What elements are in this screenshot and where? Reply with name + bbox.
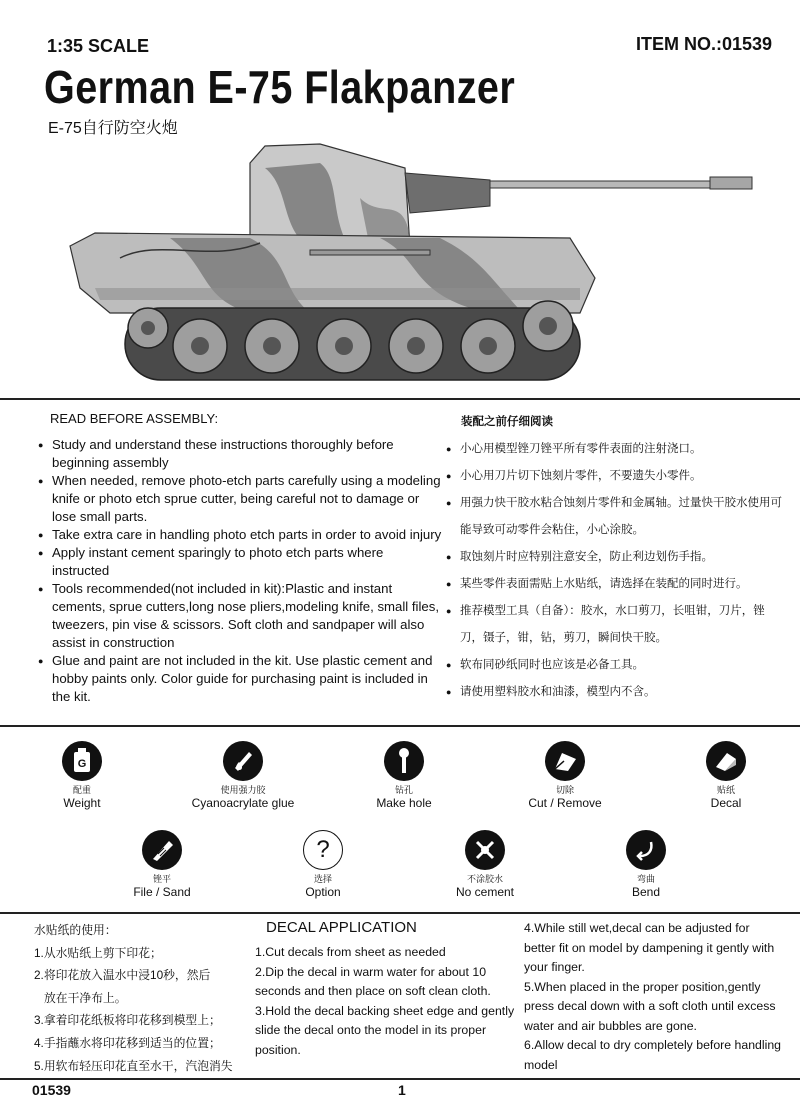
legend-drill: 钻孔 Make hole [349,741,459,810]
read-before-heading-en: READ BEFORE ASSEMBLY: [50,411,219,426]
divider-top [0,398,800,400]
list-item: 6.Allow decal to dry completely before handling model [524,1038,782,1072]
read-before-heading-zh: 装配之前仔细阅读 [461,416,553,428]
list-item: ● Study and understand these instructions thoroughly before beginning assembly [38,436,443,472]
hull [70,233,595,313]
legend-decal: 贴纸 Decal [671,741,781,810]
decal-steps-mid [255,943,517,1060]
list-item: ● 推荐模型工具（自备）：胶水，水口剪刀，长咀钳，刀片，锉刀，镊子，钳，钻，剪刀，瞬间快干胶。 [446,598,786,652]
decal-zh-column: 水贴纸的使用： 1.从水贴纸上剪下印花； 2.将印花放入温水中浸10秒，然后 放在干净布上。 3.拿着印花纸板将印花移到模型上； 4.手指蘸水将印花移到适当的位置； 5.用软布轻压印花直至水干，汽泡消失 [34,919,249,1077]
list-item: 1.Cut decals from sheet as needed [255,945,446,959]
list-item: 2.Dip the decal in warm water for about 10 seconds and then place on soft clean cloth. [255,964,491,998]
legend-bend: 弯曲 Bend [591,830,701,899]
list-item: ● 软布同砂纸同时也应该是必备工具。 [446,652,786,679]
item-number: ITEM NO.:01539 [635,34,772,54]
list-item: ● 小心用刀片切下蚀刻片零件，不要遗失小零件。 [446,463,786,490]
decal-steps-right [524,919,782,1075]
option-icon [303,830,343,870]
list-item: ● 用强力快干胶水粘合蚀刻片零件和金属轴。过量快干胶水使用可能导致可动零件会粘住，小心涂胶。 [446,490,786,544]
legend-no-cement: 不涂胶水 No cement [430,830,540,899]
list-item: ● 请使用塑料胶水和油漆，模型内不含。 [446,679,786,706]
legend-glue: 使用强力胶 Cyanoacrylate glue [188,741,298,810]
list-item: ● Take extra care in handling photo etch parts in order to avoid injury [38,526,443,544]
list-item: 3.Hold the decal backing sheet edge and gently slide the decal onto the model in its proper position. [255,1003,515,1057]
list-item: 5.When placed in the proper position,gently press decal down with a soft cloth until excess water and air bubbles are gone. [524,979,776,1033]
decal-zh-heading: 水贴纸的使用： [34,923,117,937]
weight-icon [62,741,102,781]
tank-illustration [50,138,760,393]
bend-icon [626,830,666,870]
list-item: ● When needed, remove photo-etch parts carefully using a modeling knife or photo etch sprue cutter, being careful not to damage or lose small parts. [38,472,443,526]
cut-icon [545,741,585,781]
instructions-list-en [38,436,443,706]
list-item: ● 小心用模型锉刀锉平所有零件表面的注射浇口。 [446,436,786,463]
list-item: ● Apply instant cement sparingly to photo etch parts where instructed [38,544,443,580]
legend-option: ? 选择 Option [268,830,378,899]
glue-icon [223,741,263,781]
drill-icon [384,741,424,781]
divider-middle [0,725,800,727]
divider-footer [0,1078,800,1080]
list-item: ● Glue and paint are not included in the kit. Use plastic cement and hobby paints only. Color guide for purchasing paint is included in the kit. [38,652,443,706]
list-item: ● 某些零件表面需贴上水贴纸，请选择在装配的同时进行。 [446,571,786,598]
instructions-list-zh [446,436,786,706]
page-title: German E-75 Flakpanzer [44,61,516,113]
legend-weight: G 配重 Weight [27,741,137,810]
page-subtitle-zh: E-75自行防空火炮 [48,120,178,137]
file-icon [142,830,182,870]
weight-glyph: G [77,758,87,770]
list-item: ● 取蚀刻片时应特别注意安全，防止利边划伤手指。 [446,544,786,571]
footer-item-number: 01539 [32,1082,71,1098]
decal-heading: DECAL APPLICATION [266,919,417,936]
legend-cut: 切除 Cut / Remove [510,741,620,810]
list-item: ● Tools recommended(not included in kit):Plastic and instant cements, sprue cutters,long nose pliers,modeling knife, small files, tweezers, pin vise & scissors. Soft cloth and sandpaper will also assist in construction [38,580,443,652]
option-glyph: ? [316,836,330,863]
page-number: 1 [398,1082,406,1098]
list-item: 4.While still wet,decal can be adjusted for better fit on model by dampening it gently with your finger. [524,921,775,974]
scale-label: 1:35 SCALE [47,36,150,56]
legend-file: 锉平 File / Sand [107,830,217,899]
divider-bottom [0,912,800,914]
decal-icon [706,741,746,781]
no-cement-icon [465,830,505,870]
